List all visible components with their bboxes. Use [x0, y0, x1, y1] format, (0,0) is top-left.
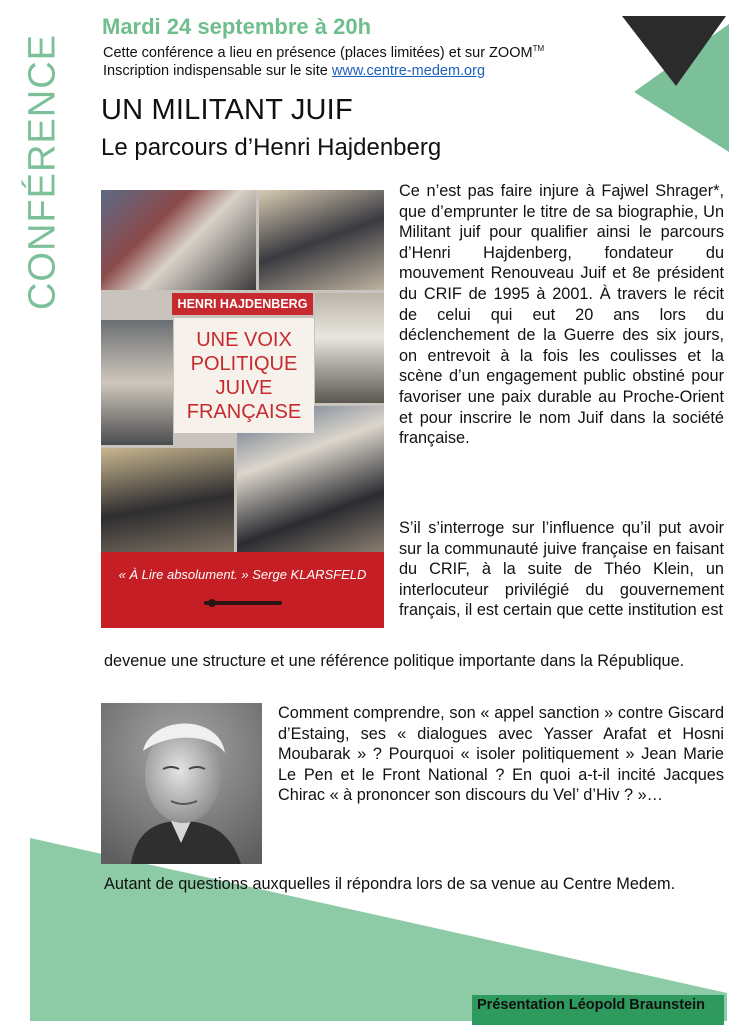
paragraph-crif: S’il s’interroge sur l’influence qu’il put avoir sur la communauté juive française en faisant du CRIF, à la suite de Théo Klein, un interlocuteur privilégié du gouvernement français, il est certain que cette institution est [399, 519, 724, 620]
paragraph-questions: Comment comprendre, son « appel sanction » contre Giscard d’Estaing, ses « dialogues avec Yasser Arafat et Hosni Moubarak » ? Pourquoi « isoler politiquement » Jean Marie Le Pen et le Front National ? En quoi a-t-il incité Jacques Chirac « à prononcer son discours du Vel’ d’Hiv ? »… [278, 704, 724, 805]
page-subtitle: Le parcours d’Henri Hajdenberg [101, 134, 442, 161]
book-title-line: UNE VOIX [196, 329, 292, 351]
event-info-line1 [103, 44, 544, 61]
paragraph-crif-continued: devenue une structure et une référence politique importante dans la République. [104, 652, 685, 670]
page-title: UN MILITANT JUIF [101, 94, 353, 126]
portrait-photo [101, 703, 262, 864]
info-line1-text: Cette conférence a lieu en présence (places limitées) et sur ZOOM [103, 44, 533, 61]
book-title-line: FRANÇAISE [186, 401, 302, 423]
side-title-text: CONFÉRENCE [21, 33, 64, 311]
event-date: Mardi 24 septembre à 20h [102, 14, 372, 39]
book-red-band [101, 552, 384, 628]
event-info-line2 [103, 63, 485, 79]
book-quote: « À Lire absolument. » Serge KLARSFELD [118, 567, 367, 582]
trademark-superscript: TM [532, 44, 545, 53]
portrait-illustration [101, 703, 262, 864]
presenter-banner [472, 995, 724, 1025]
paragraph-conclusion: Autant de questions auxquelles il répondra lors de sa venue au Centre Medem. [104, 875, 676, 893]
website-link[interactable]: www.centre-medem.org [331, 63, 486, 79]
side-title [18, 22, 68, 322]
book-author: HENRI HAJDENBERG [172, 293, 313, 315]
info-line2-text: Inscription indispensable sur le site [103, 63, 332, 79]
photo-sign [315, 293, 384, 403]
photo-crowd [101, 320, 173, 445]
book-title-line: POLITIQUE [190, 353, 298, 375]
presenter-text: Présentation Léopold Braunstein [477, 997, 705, 1013]
book-title-line: JUIVE [215, 377, 273, 399]
photo-flags [101, 190, 256, 290]
paragraph-intro: Ce n’est pas faire injure à Fajwel Shrager*, que d’emprunter le titre de sa biographie, Un Militant juif pour qualifier ainsi le parcours d’Henri Hajdenberg, fondateur du mouvement Renouveau Juif et 8e président du CRIF de 1995 à 2001. À travers le récit de celui qui eut 20 ans lors du déclenchement de la Guerre des six jours, on entrevoit à la fois les coulisses et la scène d’un engagement public obstiné pour favoriser une paix durable au Proche-Orient et pour inscrire le nom Juif dans la société française. [399, 182, 724, 448]
book-cover-image [101, 190, 384, 628]
green-wedge-bottom [30, 838, 727, 1021]
book-title [179, 328, 309, 424]
publisher-logo-icon [204, 598, 282, 608]
photo-table [259, 190, 384, 290]
photo-meeting [101, 448, 234, 552]
